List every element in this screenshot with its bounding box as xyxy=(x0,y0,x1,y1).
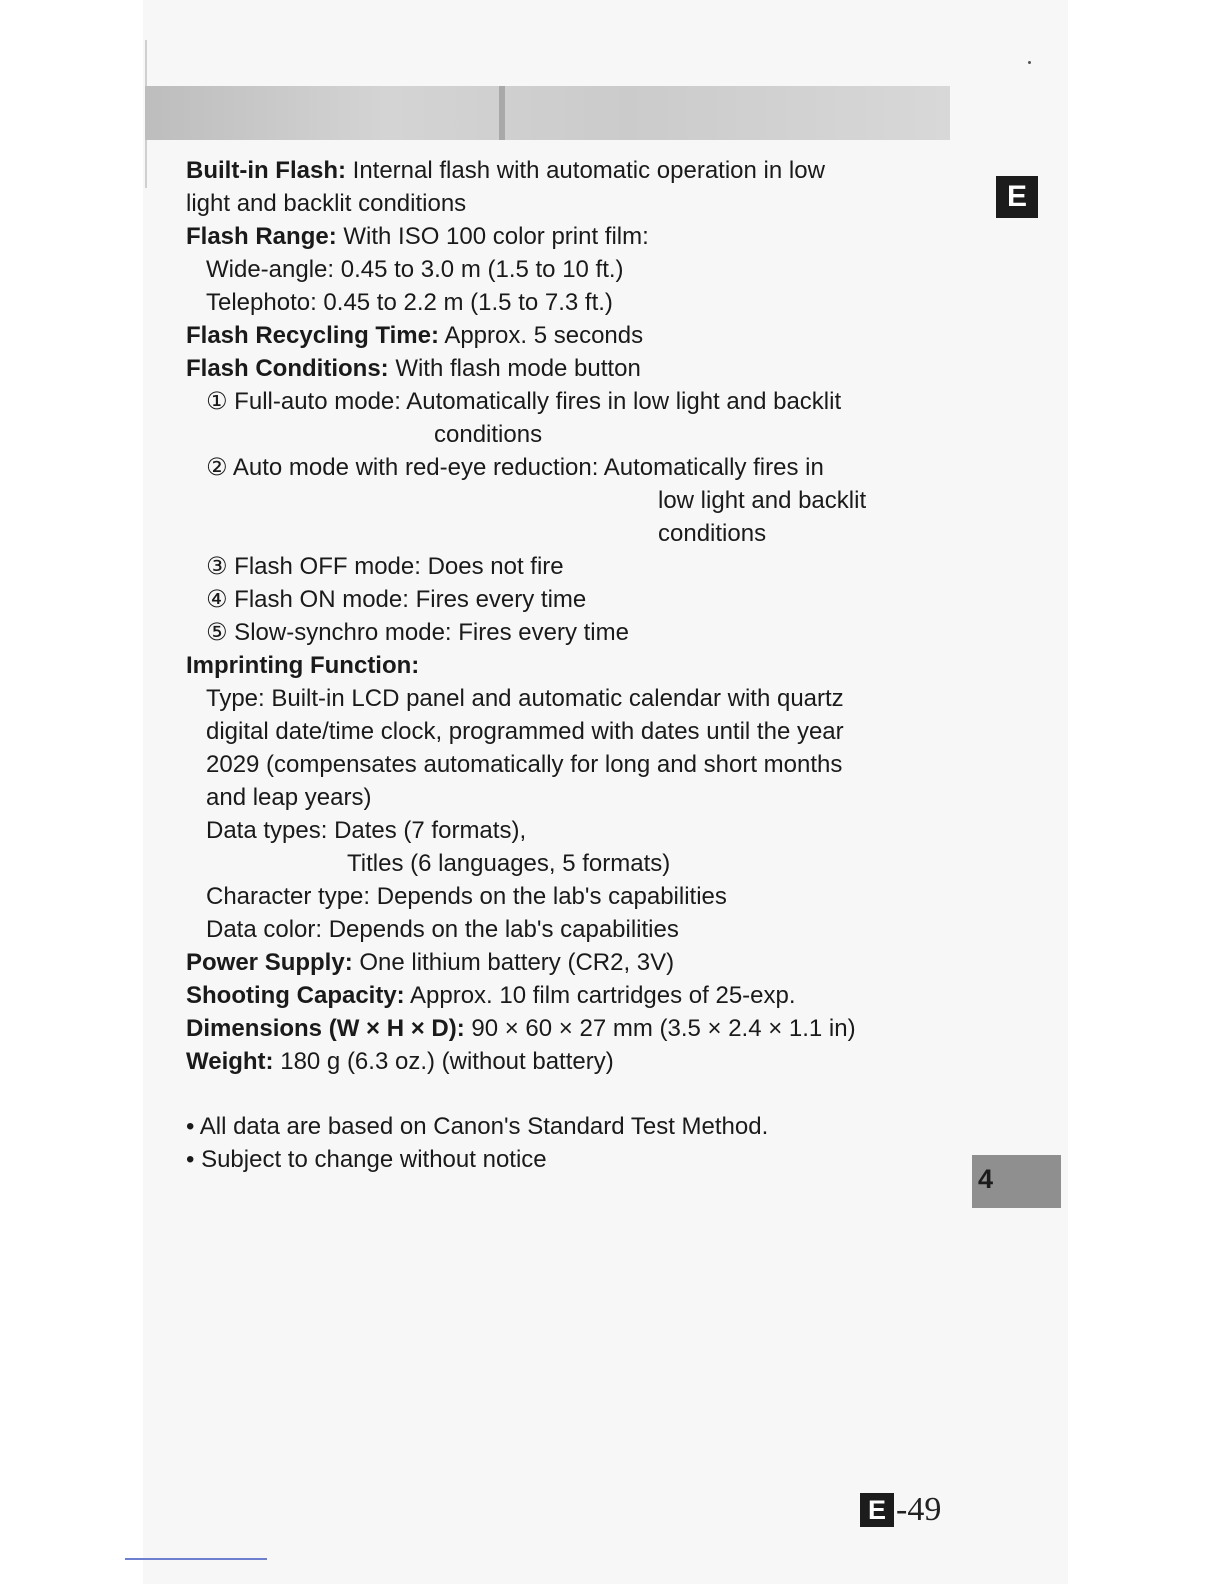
spec-flash-range xyxy=(186,220,956,253)
imprint-data-color: Data color: Depends on the lab's capabilities xyxy=(206,916,679,943)
section-header-bar xyxy=(145,86,950,140)
notes xyxy=(186,1110,956,1176)
bottom-link-underline xyxy=(125,1558,267,1560)
spec-telephoto: Telephoto: 0.45 to 2.2 m (1.5 to 7.3 ft.) xyxy=(206,289,613,316)
specifications-list xyxy=(186,154,956,1176)
chapter-tab: 4 xyxy=(972,1155,1061,1208)
imprint-type-2: digital date/time clock, programmed with dates until the year xyxy=(206,718,844,745)
spec-label: Dimensions (W × H × D): xyxy=(186,1015,465,1042)
mode-slow-synchro: ⑤ Slow-synchro mode: Fires every time xyxy=(206,619,629,646)
note-item: • Subject to change without notice xyxy=(186,1146,547,1173)
spec-weight xyxy=(186,1045,956,1078)
mode-red-eye-cont2: conditions xyxy=(658,520,767,547)
mode-flash-off: ③ Flash OFF mode: Does not fire xyxy=(206,553,564,580)
imprint-type-1: Type: Built-in LCD panel and automatic calendar with quartz xyxy=(206,685,844,712)
spec-label: Weight: xyxy=(186,1048,274,1075)
language-tab: E xyxy=(996,176,1038,218)
spec-label: Power Supply: xyxy=(186,949,353,976)
spec-shooting-capacity xyxy=(186,979,956,1012)
imprint-data-types: Data types: Dates (7 formats), xyxy=(206,817,527,844)
header-notch xyxy=(499,86,505,140)
spec-value: Approx. 5 seconds xyxy=(438,322,644,349)
spec-label: Flash Conditions: xyxy=(186,355,389,382)
mode-red-eye: ② Auto mode with red-eye reduction: Automatically fires in xyxy=(206,454,824,481)
spec-power-supply xyxy=(186,946,956,979)
spec-recycling-time xyxy=(186,319,956,352)
mode-red-eye-cont1: low light and backlit xyxy=(658,487,867,514)
mode-full-auto-cont: conditions xyxy=(434,421,543,448)
spec-label: Flash Recycling Time: xyxy=(186,322,439,349)
speck xyxy=(1028,61,1031,64)
mode-full-auto: ① Full-auto mode: Automatically fires in low light and backlit xyxy=(206,388,842,415)
spec-label: Shooting Capacity: xyxy=(186,982,405,1009)
page-number xyxy=(860,1492,941,1528)
spec-flash-conditions xyxy=(186,352,956,385)
spec-builtin-flash xyxy=(186,154,956,187)
spec-value: 90 × 60 × 27 mm (3.5 × 2.4 × 1.1 in) xyxy=(464,1015,856,1042)
imprint-character-type: Character type: Depends on the lab's capabilities xyxy=(206,883,727,910)
spec-imprinting: Imprinting Function: xyxy=(186,652,420,679)
spec-label: Built-in Flash: xyxy=(186,157,346,184)
imprint-type-3: 2029 (compensates automatically for long and short months xyxy=(206,751,843,778)
imprint-type-4: and leap years) xyxy=(206,784,372,811)
spec-value: 180 g (6.3 oz.) (without battery) xyxy=(273,1048,614,1075)
spec-value: Approx. 10 film cartridges of 25-exp. xyxy=(404,982,796,1009)
page-prefix-badge: E xyxy=(860,1493,894,1527)
spec-builtin-flash-cont: light and backlit conditions xyxy=(186,190,467,217)
spec-value: With flash mode button xyxy=(388,355,641,382)
spec-value: With ISO 100 color print film: xyxy=(336,223,649,250)
spec-wide-angle: Wide-angle: 0.45 to 3.0 m (1.5 to 10 ft.) xyxy=(206,256,624,283)
page-number-value: -49 xyxy=(896,1491,942,1528)
mode-flash-on: ④ Flash ON mode: Fires every time xyxy=(206,586,587,613)
spec-dimensions xyxy=(186,1012,956,1045)
spec-label: Flash Range: xyxy=(186,223,337,250)
imprint-data-types-cont: Titles (6 languages, 5 formats) xyxy=(347,850,671,877)
spec-value: One lithium battery (CR2, 3V) xyxy=(352,949,675,976)
spec-value: Internal flash with automatic operation in low xyxy=(345,157,825,184)
note-item: • All data are based on Canon's Standard Test Method. xyxy=(186,1113,769,1140)
